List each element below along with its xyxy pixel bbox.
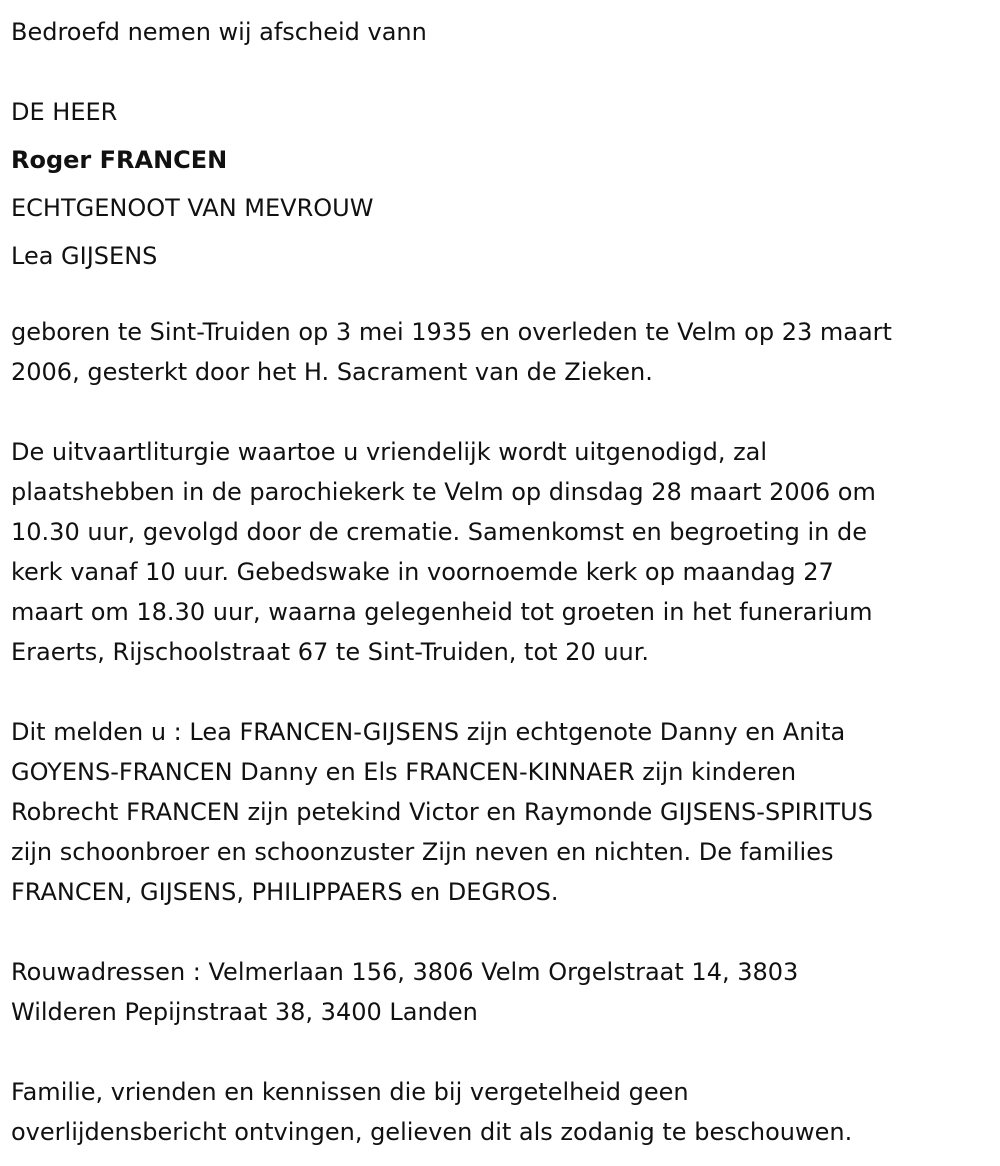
spacer [11, 392, 993, 432]
paragraph-line: Robrecht FRANCEN zijn petekind Victor en Raymonde GIJSENS-SPIRITUS [11, 798, 873, 826]
addresses-paragraph [11, 952, 993, 1032]
spacer [11, 672, 993, 712]
spacer [11, 56, 993, 88]
deceased-name: Roger FRANCEN [11, 146, 228, 174]
paragraph-line: 10.30 uur, gevolgd door de crematie. Samenkomst en begroeting in de [11, 518, 867, 546]
paragraph-line: plaatshebben in de parochiekerk te Velm op dinsdag 28 maart 2006 om [11, 478, 876, 506]
paragraph-line: FRANCEN, GIJSENS, PHILIPPAERS en DEGROS. [11, 878, 559, 906]
paragraph-line: geboren te Sint-Truiden op 3 mei 1935 en overleden te Velm op 23 maart [11, 318, 892, 346]
closing-paragraph [11, 1072, 993, 1152]
spacer [11, 280, 993, 312]
spacer [11, 912, 993, 952]
spouse-name: Lea GIJSENS [11, 242, 158, 270]
intro-text: Bedroefd nemen wij afscheid vann [11, 18, 427, 46]
spacer [11, 1032, 993, 1072]
paragraph-line: Rouwadressen : Velmerlaan 156, 3806 Velm Orgelstraat 14, 3803 [11, 958, 799, 986]
paragraph-line: maart om 18.30 uur, waarna gelegenheid tot groeten in het funerarium [11, 598, 873, 626]
announcers-paragraph [11, 712, 993, 912]
paragraph-line: kerk vanaf 10 uur. Gebedswake in voornoemde kerk op maandag 27 [11, 558, 834, 586]
paragraph-line: GOYENS-FRANCEN Danny en Els FRANCEN-KINNAER zijn kinderen [11, 758, 797, 786]
paragraph-line: 2006, gesterkt door het H. Sacrament van de Zieken. [11, 358, 653, 386]
title-prefix: DE HEER [11, 98, 118, 126]
funeral-paragraph [11, 432, 993, 672]
paragraph-line: overlijdensbericht ontvingen, gelieven dit als zodanig te beschouwen. [11, 1118, 853, 1146]
obituary-document [11, 8, 993, 1152]
paragraph-line: zijn schoonbroer en schoonzuster Zijn neven en nichten. De families [11, 838, 834, 866]
paragraph-line: Dit melden u : Lea FRANCEN-GIJSENS zijn echtgenote Danny en Anita [11, 718, 846, 746]
spouse-label: ECHTGENOOT VAN MEVROUW [11, 194, 374, 222]
paragraph-line: Eraerts, Rijschoolstraat 67 te Sint-Truiden, tot 20 uur. [11, 638, 650, 666]
paragraph-line: Familie, vrienden en kennissen die bij vergetelheid geen [11, 1078, 689, 1106]
birth-death-paragraph [11, 312, 993, 392]
paragraph-line: De uitvaartliturgie waartoe u vriendelijk wordt uitgenodigd, zal [11, 438, 768, 466]
paragraph-line: Wilderen Pepijnstraat 38, 3400 Landen [11, 998, 478, 1026]
